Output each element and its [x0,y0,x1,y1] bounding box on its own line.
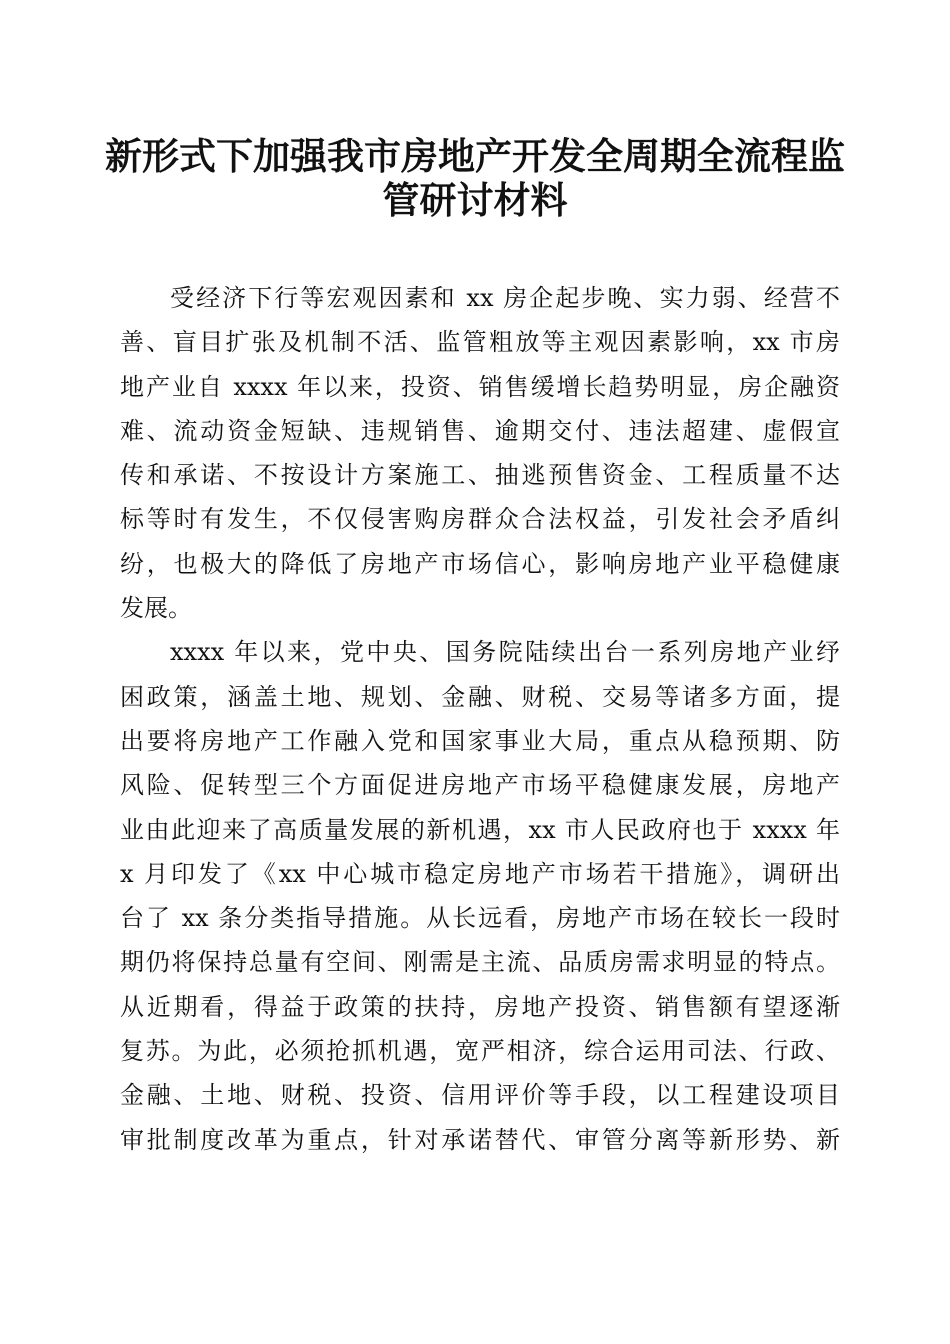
paragraph-2 [120,630,840,1162]
text-line: 复苏。为此，必须抢抓机遇，宽严相济，综合运用司法、行政、 [120,1037,840,1066]
title-line: 新形式下加强我市房地产开发全周期全流程监 [105,134,845,178]
text-line: 出要将房地产工作融入党和国家事业大局，重点从稳预期、防 [120,726,840,755]
text-line: 纷，也极大的降低了房地产市场信心，影响房地产业平稳健康 [120,549,840,578]
paragraph-1 [120,276,840,630]
text-line: xxxx 年以来，党中央、国务院陆续出台一系列房地产业纾 [170,638,840,667]
text-line: 标等时有发生，不仅侵害购房群众合法权益，引发社会矛盾纠 [120,505,840,534]
text-line: 受经济下行等宏观因素和 xx 房企起步晚、实力弱、经营不 [170,284,840,312]
text-line: 业由此迎来了高质量发展的新机遇，xx 市人民政府也于 xxxx 年 [120,815,840,844]
text-line: 传和承诺、不按设计方案施工、抽逃预售资金、工程质量不达 [120,461,840,490]
text-line: x 月印发了《xx 中心城市稳定房地产市场若干措施》，调研出 [120,859,840,888]
document-title [100,134,850,222]
text-line: 从近期看，得益于政策的扶持，房地产投资、销售额有望逐渐 [120,992,840,1021]
title-line: 管研讨材料 [382,178,568,222]
text-line: 难、流动资金短缺、违规销售、逾期交付、违法超建、虚假宣 [120,416,840,445]
text-line: 地产业自 xxxx 年以来，投资、销售缓增长趋势明显，房企融资 [120,372,840,401]
text-line: 风险、促转型三个方面促进房地产市场平稳健康发展，房地产 [120,771,840,800]
text-line: 台了 xx 条分类指导措施。从长远看，房地产市场在较长一段时 [120,904,840,933]
text-line: 困政策，涵盖土地、规划、金融、财税、交易等诸多方面，提 [120,682,840,711]
text-line: 期仍将保持总量有空间、刚需是主流、品质房需求明显的特点。 [120,948,840,977]
text-line: 审批制度改革为重点，针对承诺替代、审管分离等新形势、新 [120,1125,840,1154]
document-body [120,276,840,1162]
text-line: 发展。 [120,594,192,623]
text-line: 金融、土地、财税、投资、信用评价等手段，以工程建设项目 [120,1081,840,1110]
text-line: 善、盲目扩张及机制不活、监管粗放等主观因素影响，xx 市房 [120,328,840,357]
